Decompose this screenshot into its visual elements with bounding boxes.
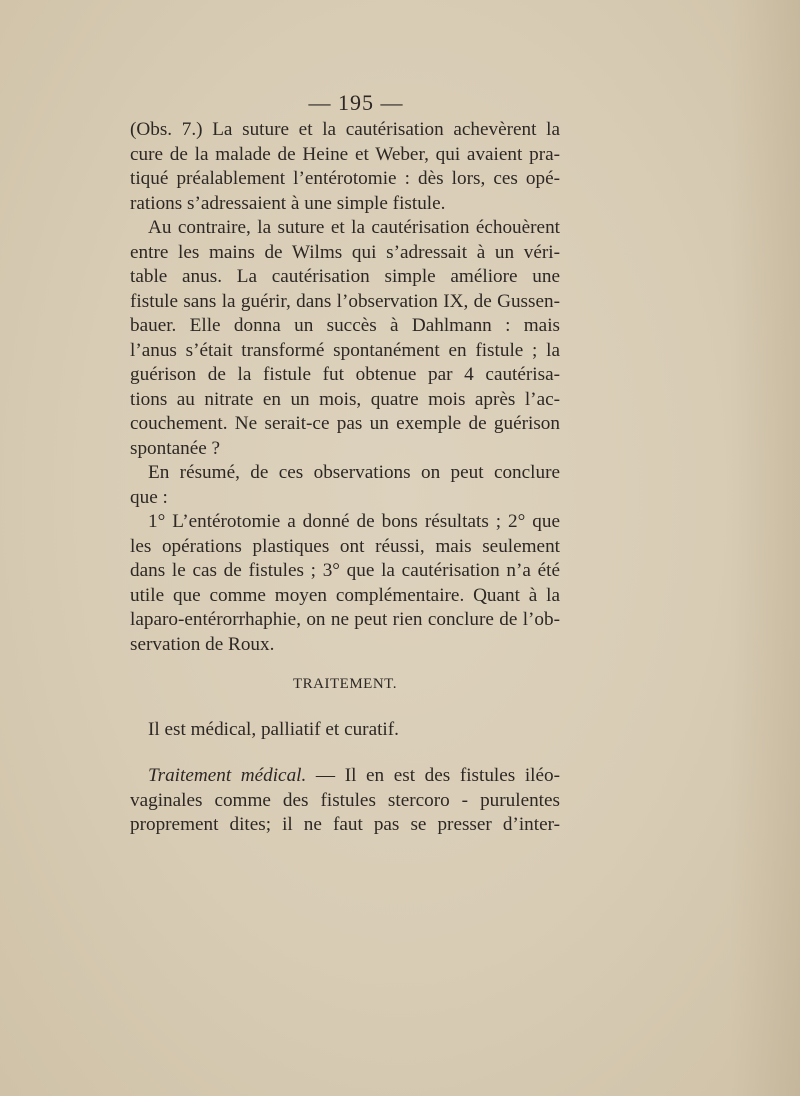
text-fragment: — Il en est des fistules iléo- <box>306 765 561 786</box>
text-line: table anus. La cautérisation simple améliore une <box>130 266 560 287</box>
text-line: que : <box>130 486 168 508</box>
text-line: cure de la malade de Heine et Weber, qui avaient pra- <box>130 143 560 165</box>
text-line: proprement dites; il ne faut pas se presser d’inter- <box>130 814 560 835</box>
final-paragraph <box>130 764 560 838</box>
section-heading: TRAITEMENT. <box>293 676 397 692</box>
text-line: fistule sans la guérir, dans l’observation IX, de Gussen- <box>130 290 560 312</box>
text-line: couchement. Ne serait-ce pas un exemple de guérison <box>130 413 560 434</box>
text-line: En résumé, de ces observations on peut conclure <box>148 462 560 483</box>
text-line: dans le cas de fistules ; 3° que la cautérisation n’a été <box>130 560 560 581</box>
text-line: entre les mains de Wilms qui s’adressait à un véri- <box>130 241 560 263</box>
text-line: rations s’adressaient à une simple fistule. <box>130 192 446 214</box>
treatment-intro: Il est médical, palliatif et curatif. <box>148 719 399 740</box>
text-line: vaginales comme des fistules stercoro - purulentes <box>130 789 560 811</box>
text-line: spontanée ? <box>130 437 221 459</box>
page-edge-shadow <box>730 0 800 1096</box>
body-text <box>130 118 560 657</box>
text-line: tions au nitrate en un mois, quatre mois après l’ac- <box>130 388 560 410</box>
text-line: bauer. Elle donna un succès à Dahlmann : mais <box>130 315 560 336</box>
text-line: 1° L’entérotomie a donné de bons résultats ; 2° que <box>148 511 560 532</box>
text-line: tiqué préalablement l’entérotomie : dès lors, ces opé- <box>130 168 560 189</box>
text-line: l’anus s’était transformé spontanément en fistule ; la <box>130 339 560 361</box>
page-number: — 195 — <box>308 90 404 115</box>
text-line <box>130 764 560 789</box>
text-line: les opérations plastiques ont réussi, mais seulement <box>130 535 560 557</box>
text-line: guérison de la fistule fut obtenue par 4 cautérisa- <box>130 364 560 385</box>
text-line: servation de Roux. <box>130 633 275 655</box>
text-line: Au contraire, la suture et la cautérisation échouèrent <box>148 217 560 238</box>
text-line: laparo-entérorrhaphie, on ne peut rien conclure de l’ob- <box>130 609 560 630</box>
text-line: utile que comme moyen complémentaire. Quant à la <box>130 584 560 606</box>
text-line: (Obs. 7.) La suture et la cautérisation achevèrent la <box>130 119 560 140</box>
italic-subheading: Traitement médical. <box>148 765 307 786</box>
